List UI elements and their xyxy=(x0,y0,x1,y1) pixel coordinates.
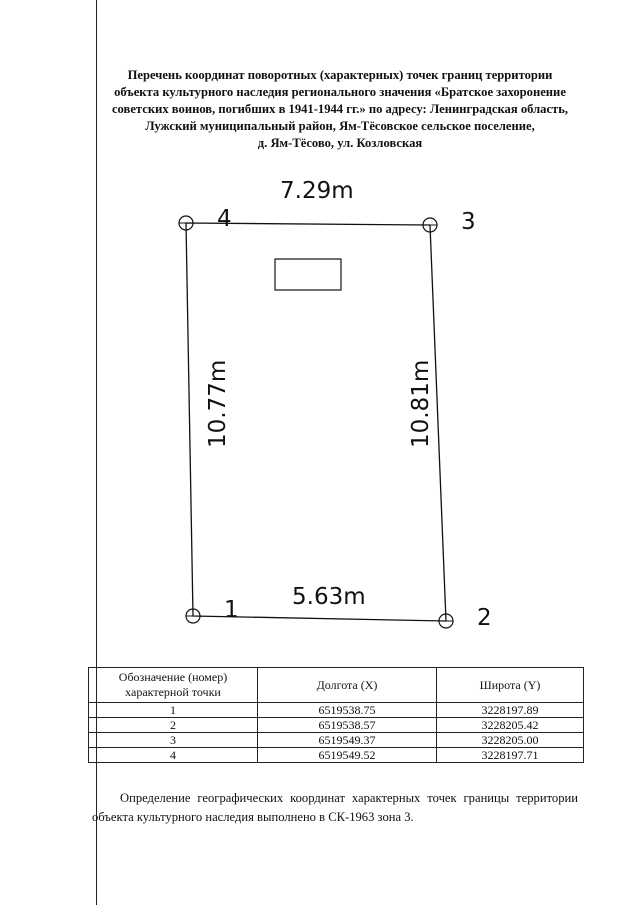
table-row xyxy=(89,733,584,748)
coordinates-table xyxy=(88,667,584,763)
cell-x: 6519538.57 xyxy=(258,718,437,733)
side-length-right: 10.81m xyxy=(408,359,434,448)
note-text: Определение географических координат характерных точек границы территории объекта культурного наследия выполнено в СК-1963 зона 3. xyxy=(92,791,578,824)
title-line-1: Перечень координат поворотных (характерных) точек границ территории xyxy=(127,68,553,82)
table-header-row xyxy=(89,668,584,703)
monument-outline xyxy=(275,259,341,290)
point-label-2: 2 xyxy=(477,605,492,631)
title-line-4: Лужский муниципальный район, Ям-Тёсовское сельское поселение, xyxy=(145,119,535,133)
cell-point: 1 xyxy=(89,703,258,718)
cell-y: 3228205.00 xyxy=(437,733,584,748)
cell-x: 6519549.52 xyxy=(258,748,437,763)
cell-x: 6519549.37 xyxy=(258,733,437,748)
header-point: Обозначение (номер) характерной точки xyxy=(89,668,258,703)
cell-point: 4 xyxy=(89,748,258,763)
header-latitude: Широта (Y) xyxy=(437,668,584,703)
title-line-2: объекта культурного наследия регионального значения «Братское захоронение xyxy=(114,85,566,99)
header-longitude: Долгота (X) xyxy=(258,668,437,703)
side-length-top: 7.29m xyxy=(280,178,354,204)
point-label-3: 3 xyxy=(461,209,476,235)
side-length-left: 10.77m xyxy=(205,359,231,448)
side-length-bottom: 5.63m xyxy=(292,584,366,610)
table-row xyxy=(89,718,584,733)
table-row xyxy=(89,748,584,763)
coordinate-system-note xyxy=(92,789,578,827)
point-label-4: 4 xyxy=(217,206,232,232)
table-row xyxy=(89,703,584,718)
cell-y: 3228197.89 xyxy=(437,703,584,718)
cell-x: 6519538.75 xyxy=(258,703,437,718)
point-label-1: 1 xyxy=(224,597,239,623)
title-line-5: д. Ям-Тёсово, ул. Козловская xyxy=(257,136,423,150)
cell-point: 2 xyxy=(89,718,258,733)
cell-y: 3228197.71 xyxy=(437,748,584,763)
cell-point: 3 xyxy=(89,733,258,748)
cell-y: 3228205.42 xyxy=(437,718,584,733)
title-line-3: советских воинов, погибших в 1941-1944 гг.» по адресу: Ленинградская область, xyxy=(111,102,569,116)
